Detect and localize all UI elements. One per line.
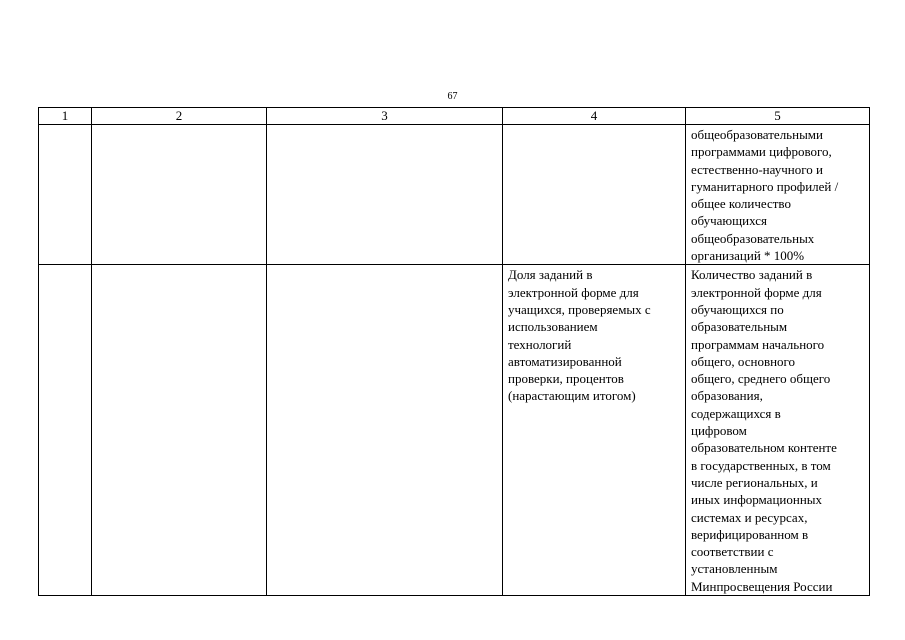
cell-col-3 xyxy=(267,125,503,265)
column-header-4: 4 xyxy=(503,108,686,125)
cell-text xyxy=(39,265,91,266)
cell-col-5 xyxy=(686,265,870,596)
indicators-table xyxy=(38,107,870,596)
cell-text xyxy=(92,125,266,126)
indicator-name-text: Доля заданий в электронной форме для учащихся, проверяемых с использованием технологий автоматизированной проверки, процентов (нарастающим итогом) xyxy=(508,267,651,404)
cell-col-5 xyxy=(686,125,870,265)
cell-col-4 xyxy=(503,265,686,596)
cell-col-3 xyxy=(267,265,503,596)
cell-col-2 xyxy=(92,125,267,265)
cell-col-1 xyxy=(39,125,92,265)
cell-col-2 xyxy=(92,265,267,596)
cell-text xyxy=(92,265,266,266)
methodology-text: Количество заданий в электронной форме для обучающихся по образовательным программам начального общего, основного общего, среднего общего образования, содержащихся в цифровом образовательном контенте в государственных, в том числе региональных, и иных информационных системах и ресурсах, верифицированном в соответствии с установленным Минпросвещения России xyxy=(691,267,837,594)
cell-col-1 xyxy=(39,265,92,596)
cell-text xyxy=(503,125,685,126)
page-number: 67 xyxy=(447,91,458,102)
header-row xyxy=(39,108,870,125)
column-header-5: 5 xyxy=(686,108,870,125)
column-header-1: 1 xyxy=(39,108,92,125)
table-row xyxy=(39,265,870,596)
cell-text xyxy=(267,265,502,266)
formula-text: общеобразовательными программами цифрового, естественно-научного и гуманитарного профилей / общее количество обучающихся общеобразовательных организаций * 100% xyxy=(691,127,839,264)
column-header-3: 3 xyxy=(267,108,503,125)
cell-text xyxy=(267,125,502,126)
table-row xyxy=(39,125,870,265)
cell-text xyxy=(39,125,91,126)
cell-col-4 xyxy=(503,125,686,265)
table-header xyxy=(39,108,870,125)
column-header-2: 2 xyxy=(92,108,267,125)
table-body xyxy=(39,125,870,596)
